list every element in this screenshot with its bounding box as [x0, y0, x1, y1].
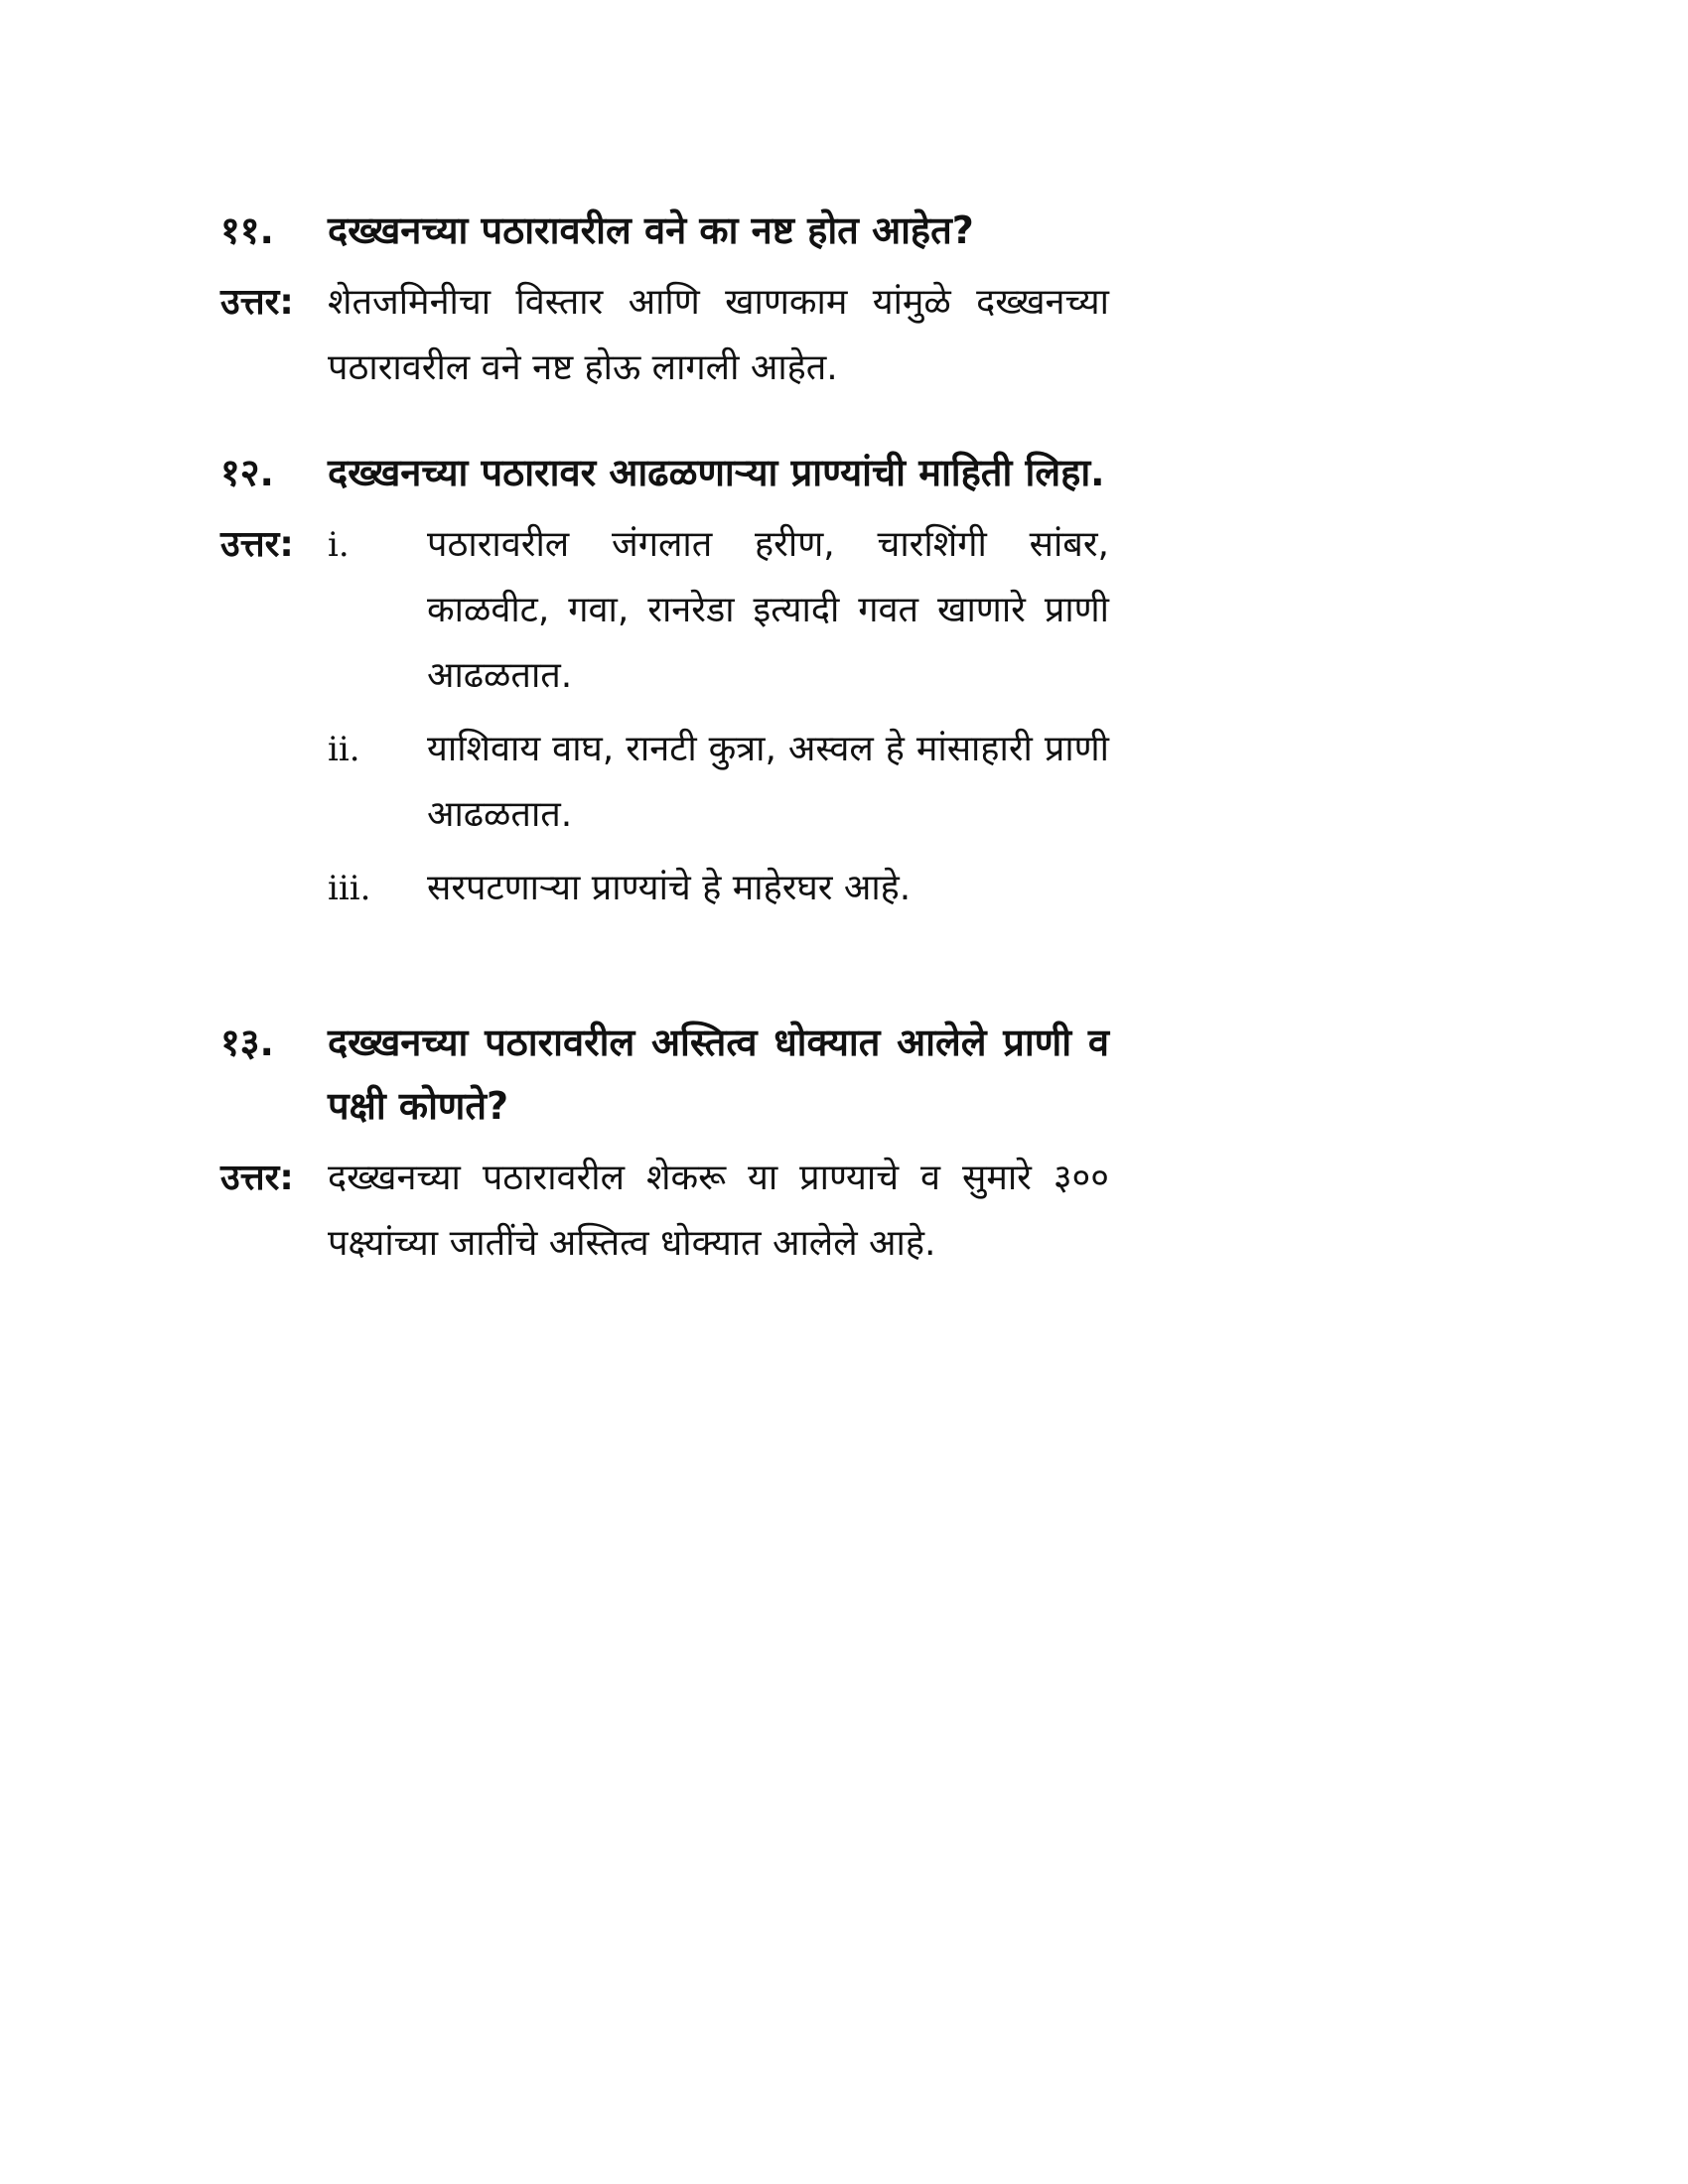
list-item [328, 717, 1109, 848]
answer-row [220, 512, 1109, 929]
question-row [220, 441, 1109, 504]
question-text: दख्खनच्या पठारावरील अस्तित्व धोक्यात आलेले प्राणी व पक्षी कोणते? [328, 1021, 1109, 1128]
question-text: दख्खनच्या पठारावरील वने का नष्ट होत आहेत? [328, 208, 974, 252]
list-item-text: सरपटणाऱ्या प्राण्यांचे हे माहेरघर आहे. [427, 868, 912, 908]
list-item [328, 856, 1109, 921]
answer-text: दख्खनच्या पठारावरील शेकरू या प्राण्याचे व सुमारे ३०० पक्ष्यांच्या जातींचे अस्तित्व धोक्यात आलेले आहे. [328, 1158, 1109, 1264]
list-item [328, 512, 1109, 709]
question-text: दख्खनच्या पठारावर आढळणाऱ्या प्राण्यांची माहिती लिहा. [328, 451, 1105, 494]
answer-label: उत्तर: [220, 282, 294, 323]
question-number: १२. [220, 451, 274, 494]
question-block-12 [220, 441, 1109, 929]
answer-text: शेतजमिनीचा विस्तार आणि खाणकाम यांमुळे दख्खनच्या पठारावरील वने नष्ट होऊ लागली आहेत. [328, 282, 1109, 388]
question-block-11 [220, 199, 1109, 401]
question-number: ११. [220, 208, 274, 252]
question-row [220, 1011, 1109, 1138]
question-number: १३. [220, 1021, 274, 1064]
question-row [220, 199, 1109, 262]
list-item-text: पठारावरील जंगलात हरीण, चारशिंगी सांबर, काळवीट, गवा, रानरेडा इत्यादी गवत खाणारे प्राणी आढळतात. [427, 524, 1109, 696]
answer-label: उत्तर: [220, 1158, 294, 1198]
answer-row [220, 270, 1109, 401]
question-block-13 [220, 1011, 1109, 1277]
answer-list [328, 512, 1109, 929]
list-marker: i. [328, 525, 350, 565]
list-marker: ii. [328, 730, 360, 769]
answer-label: उत्तर: [220, 524, 294, 565]
list-marker: iii. [328, 869, 371, 908]
answer-row [220, 1146, 1109, 1277]
list-item-text: याशिवाय वाघ, रानटी कुत्रा, अस्वल हे मांसाहारी प्राणी आढळतात. [427, 729, 1109, 835]
